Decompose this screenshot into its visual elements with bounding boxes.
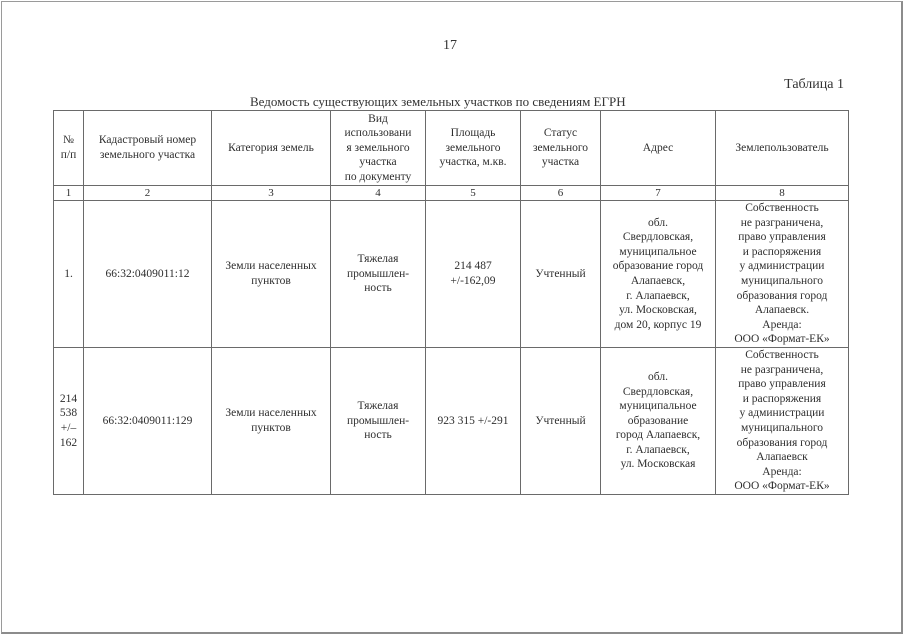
column-number: 4 <box>331 186 426 201</box>
column-number: 7 <box>601 186 716 201</box>
column-numbers-row <box>54 186 849 201</box>
row-number-cell: 1. <box>54 201 84 348</box>
area-cell: 214 487 +/-162,09 <box>426 201 521 348</box>
header-cell-status: Статус земельного участка <box>521 111 601 186</box>
table-row <box>54 201 849 348</box>
header-cell-area: Площадь земельного участка, м.кв. <box>426 111 521 186</box>
column-number: 2 <box>84 186 212 201</box>
cadastral-number-cell: 66:32:0409011:129 <box>84 348 212 495</box>
header-cell-number: № п/п <box>54 111 84 186</box>
use-type-cell: Тяжелая промышлен- ность <box>331 201 426 348</box>
land-category-cell: Земли населенных пунктов <box>212 348 331 495</box>
table-label: Таблица 1 <box>784 77 844 92</box>
land-user-cell: Собственность не разграничена, право управления и распоряжения у администрации муниципального образования город Алапаевск Аренда: ООО «Формат-ЕК» <box>716 348 849 495</box>
cadastral-number-cell: 66:32:0409011:12 <box>84 201 212 348</box>
status-cell: Учтенный <box>521 348 601 495</box>
land-user-cell: Собственность не разграничена, право управления и распоряжения у администрации муниципального образования город Алапаевск. Аренда: ООО «Формат-ЕК» <box>716 201 849 348</box>
column-number: 1 <box>54 186 84 201</box>
row-number-cell: 214 538 +/– 162 <box>54 348 84 495</box>
header-cell-land-category: Категория земель <box>212 111 331 186</box>
column-number: 5 <box>426 186 521 201</box>
table-row <box>54 348 849 495</box>
land-plots-table <box>53 110 849 495</box>
area-cell: 923 315 +/-291 <box>426 348 521 495</box>
address-cell: обл. Свердловская, муниципальное образование город Алапаевск, г. Алапаевск, ул. Московская, дом 20, корпус 19 <box>601 201 716 348</box>
table-title: Ведомость существующих земельных участков по сведениям ЕГРН <box>250 94 626 109</box>
column-number: 8 <box>716 186 849 201</box>
header-cell-use-type: Вид использовани я земельного участка по документу <box>331 111 426 186</box>
column-number: 3 <box>212 186 331 201</box>
land-category-cell: Земли населенных пунктов <box>212 201 331 348</box>
table-header-row <box>54 111 849 186</box>
page-number: 17 <box>443 38 457 53</box>
header-cell-cadastral-number: Кадастровый номер земельного участка <box>84 111 212 186</box>
column-number: 6 <box>521 186 601 201</box>
header-cell-land-user: Землепользователь <box>716 111 849 186</box>
header-cell-address: Адрес <box>601 111 716 186</box>
use-type-cell: Тяжелая промышлен- ность <box>331 348 426 495</box>
address-cell: обл. Свердловская, муниципальное образование город Алапаевск, г. Алапаевск, ул. Московская <box>601 348 716 495</box>
status-cell: Учтенный <box>521 201 601 348</box>
